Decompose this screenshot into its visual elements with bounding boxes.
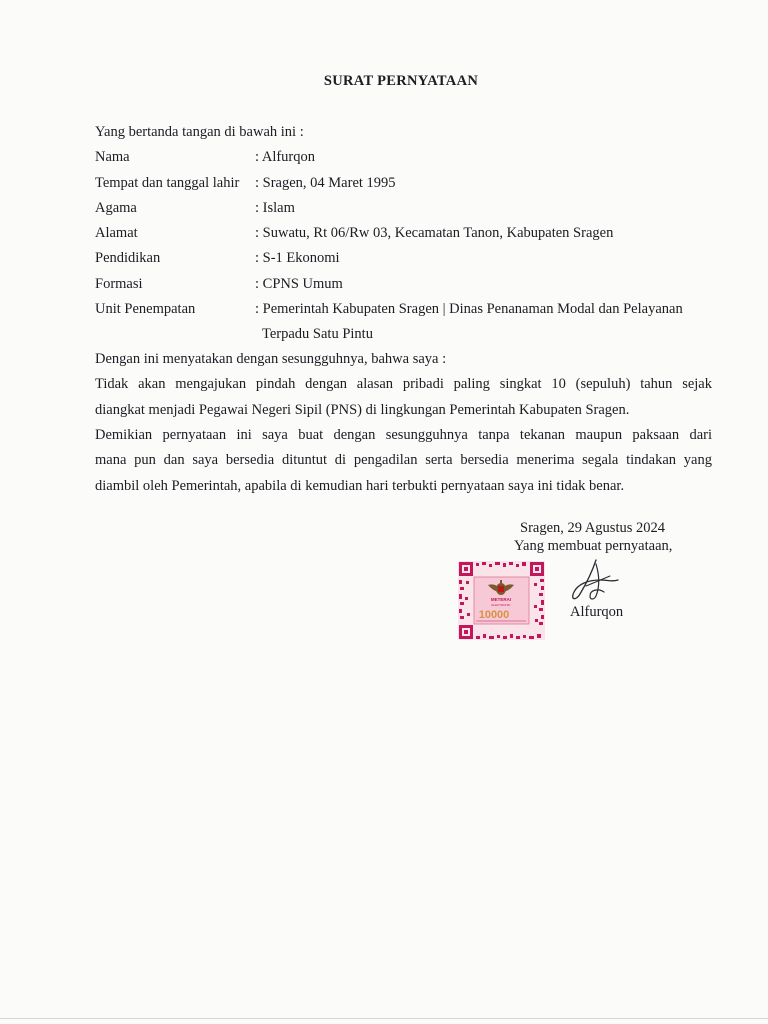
paragraph-1-line-1: Tidak akan mengajukan pindah dengan alasan pribadi paling singkat 10 (sepuluh) tahun sejak: [95, 376, 712, 392]
page-edge-line: [0, 1018, 768, 1019]
meterai-stamp: [458, 561, 545, 640]
field-value-formasi: : CPNS Umum: [255, 276, 343, 292]
statement-intro: Dengan ini menyatakan dengan sesungguhnya, bahwa saya :: [95, 351, 447, 367]
field-value-unit-cont: Terpadu Satu Pintu: [262, 326, 373, 342]
field-label-unit: Unit Penempatan: [95, 301, 196, 317]
signature-name: Alfurqon: [570, 604, 624, 620]
paragraph-1-line-2: diangkat menjadi Pegawai Negeri Sipil (PNS) di lingkungan Pemerintah Kabupaten Sragen.: [95, 402, 630, 418]
svg-text:10000: 10000: [478, 609, 510, 621]
field-value-agama: : Islam: [255, 200, 295, 216]
field-label-nama: Nama: [95, 149, 130, 165]
handwritten-signature: [566, 558, 626, 606]
field-label-agama: Agama: [95, 200, 137, 216]
field-value-nama: : Alfurqon: [255, 149, 316, 165]
svg-text:METERAI: METERAI: [490, 597, 512, 602]
signature-role: Yang membuat pernyataan,: [514, 538, 673, 554]
paragraph-2-line-3: diambil oleh Pemerintah, apabila di kemudian hari terbukti pernyataan saya ini tidak benar.: [95, 478, 625, 494]
field-label-formasi: Formasi: [95, 276, 143, 292]
intro-text: Yang bertanda tangan di bawah ini :: [95, 124, 304, 140]
svg-text:ELEKTRONIK: ELEKTRONIK: [491, 603, 511, 607]
field-label-alamat: Alamat: [95, 225, 138, 241]
field-value-pendidikan: : S-1 Ekonomi: [255, 250, 340, 266]
field-value-unit: : Pemerintah Kabupaten Sragen | Dinas Penanaman Modal dan Pelayanan: [255, 301, 683, 317]
field-value-alamat: : Suwatu, Rt 06/Rw 03, Kecamatan Tanon, Kabupaten Sragen: [255, 225, 614, 241]
field-label-ttl: Tempat dan tanggal lahir: [95, 175, 240, 191]
field-label-pendidikan: Pendidikan: [95, 250, 161, 266]
field-value-ttl: : Sragen, 04 Maret 1995: [255, 175, 396, 191]
signature-place-date: Sragen, 29 Agustus 2024: [520, 520, 665, 536]
paragraph-2-line-2: mana pun dan saya bersedia dituntut di pengadilan serta bersedia menerima segala tindakan yang: [95, 452, 712, 468]
document-title: SURAT PERNYATAAN: [323, 73, 479, 89]
paragraph-2-line-1: Demikian pernyataan ini saya buat dengan sesungguhnya tanpa tekanan maupun paksaan dari: [95, 427, 712, 443]
